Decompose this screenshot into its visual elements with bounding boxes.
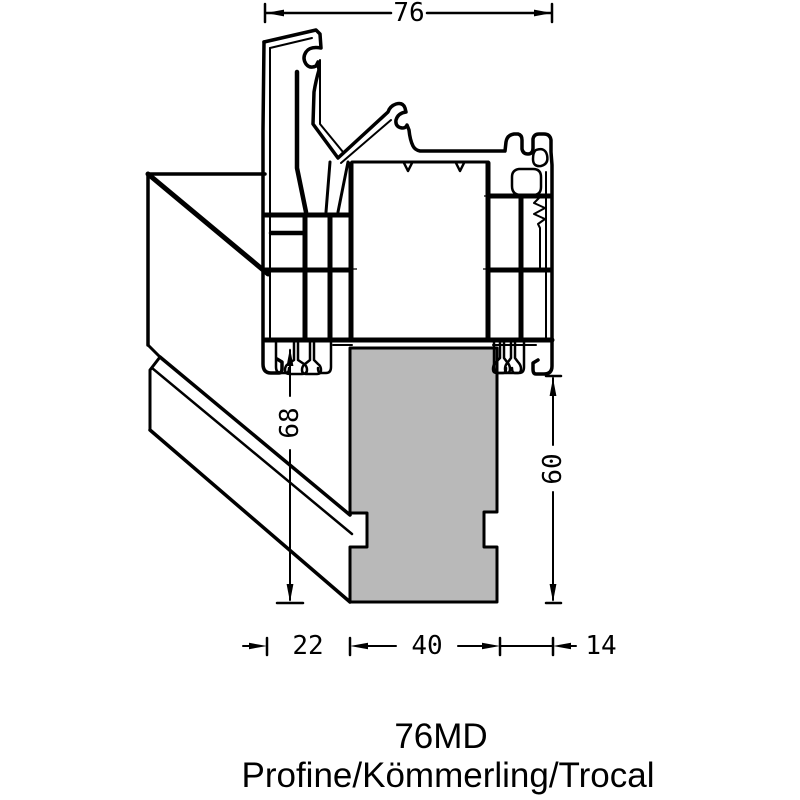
dim-label-14: 14 [585,631,617,661]
dim-label-76: 76 [393,0,425,28]
dim-label-40: 40 [411,631,443,661]
dim-label-22: 22 [292,631,324,661]
dim-label-68: 68 [275,407,305,439]
subsill-block [350,348,497,602]
system-subtitle: Profine/Kömmerling/Trocal [241,756,655,795]
dim-label-60: 60 [538,453,568,485]
system-title: 76MD [394,717,488,756]
